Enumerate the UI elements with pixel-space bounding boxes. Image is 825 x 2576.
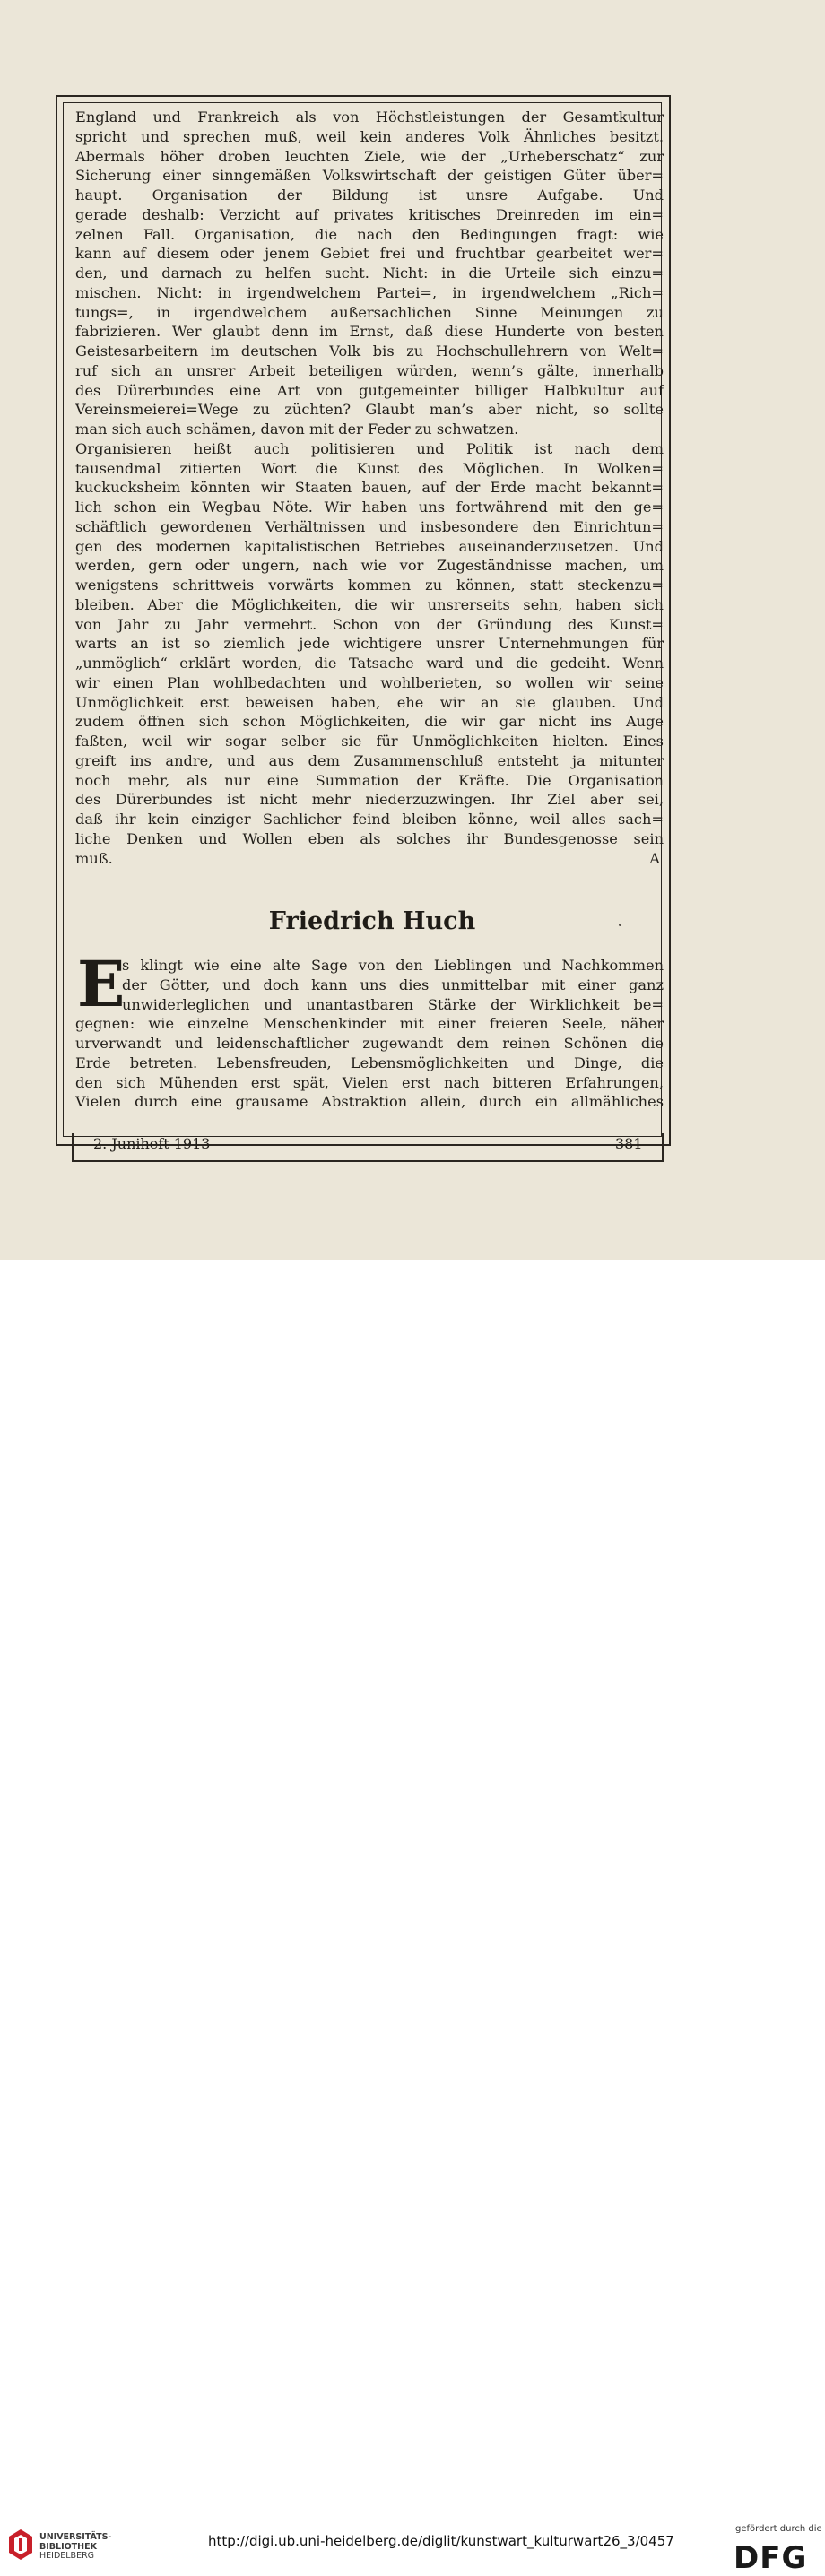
text-line: spricht und sprechen muß, weil kein anderes Volk Ähnliches besitzt. bbox=[75, 127, 664, 145]
text-line: fabrizieren. Wer glaubt denn im Ernst, daß diese Hunderte von besten bbox=[75, 323, 664, 341]
text-line: tausendmal zitierten Wort die Kunst des Möglichen. In Wolken= bbox=[75, 459, 664, 477]
text-line: gegnen: wie einzelne Menschenkinder mit einer freieren Seele, näher bbox=[75, 1015, 664, 1033]
text-line: muß. bbox=[75, 849, 113, 867]
text-line: des Dürerbundes ist nicht mehr niederzuzwingen. Ihr Ziel aber sei, bbox=[75, 791, 664, 809]
text-line: Vereinsmeierei=Wege zu züchten? Glaubt man’s aber nicht, so sollte bbox=[75, 401, 664, 419]
text-line: kuckucksheim könnten wir Staaten bauen, auf der Erde macht bekannt= bbox=[75, 479, 664, 497]
text-line: den, und darnach zu helfen sucht. Nicht: in die Urteile sich einzu= bbox=[75, 265, 664, 282]
dfg-logo: DFG bbox=[734, 2540, 808, 2576]
text-line: werden, gern oder ungern, nach wie vor Zugeständnisse machen, um bbox=[75, 557, 664, 575]
drop-cap: E bbox=[77, 947, 126, 1021]
library-name-line-3: HEIDELBERG bbox=[39, 2551, 95, 2561]
text-line: haupt. Organisation der Bildung ist unsre Aufgabe. Und bbox=[75, 186, 664, 204]
text-line: s klingt wie eine alte Sage von den Lieblingen und Nachkommen bbox=[122, 957, 664, 974]
text-line: man sich auch schämen, davon mit der Feder zu schwatzen. bbox=[75, 421, 519, 438]
text-line: daß ihr kein einziger Sachlicher feind bleiben könne, weil alles sach= bbox=[75, 811, 664, 828]
author-signature: A bbox=[649, 849, 660, 867]
text-line: bleiben. Aber die Möglichkeiten, die wir unsrerseits sehn, haben sich bbox=[75, 595, 664, 613]
article-heading: Friedrich Huch bbox=[268, 907, 476, 935]
text-line: Geistesarbeitern im deutschen Volk bis zu Hochschullehrern von Welt= bbox=[75, 343, 664, 360]
text-line: liche Denken und Wollen eben als solches ihr Bundesgenosse sein bbox=[75, 829, 664, 847]
text-line: „unmöglich“ erklärt worden, die Tatsache ward und die gedeiht. Wenn bbox=[75, 655, 664, 672]
article-body bbox=[75, 108, 664, 868]
text-line: noch mehr, als nur eine Summation der Kräfte. Die Organisation bbox=[75, 771, 664, 789]
text-line: schäftlich gewordenen Verhältnissen und insbesondere den Einrichtun= bbox=[75, 517, 664, 535]
text-line-final bbox=[75, 849, 664, 869]
text-line: urverwandt und leidenschaftlicher zugewandt dem reinen Schönen die bbox=[75, 1035, 664, 1052]
text-line: Unmöglichkeit erst beweisen haben, ehe wir an sie glauben. Und bbox=[75, 693, 664, 711]
funder-label: gefördert durch die bbox=[735, 2524, 822, 2534]
ink-speck bbox=[619, 924, 621, 926]
library-name bbox=[39, 2533, 111, 2562]
text-line: zelnen Fall. Organisation, die nach den Bedingungen fragt: wie bbox=[75, 225, 664, 243]
text-line: Erde betreten. Lebensfreuden, Lebensmöglichkeiten und Dinge, die bbox=[75, 1054, 664, 1071]
text-line: gen des modernen kapitalistischen Betriebes auseinanderzusetzen. Und bbox=[75, 537, 664, 555]
library-name-line-2: BIBLIOTHEK bbox=[39, 2541, 97, 2552]
text-line: greift ins andre, und aus dem Zusammenschluß entsteht ja mitunter bbox=[75, 751, 664, 769]
text-line: Vielen durch eine grausame Abstraktion allein, durch ein allmähliches bbox=[75, 1093, 664, 1111]
text-line: wenigstens schrittweis vorwärts kommen zu können, statt steckenzu= bbox=[75, 577, 664, 594]
scanned-page bbox=[0, 0, 825, 1260]
text-line: kann auf diesem oder jenem Gebiet frei und fruchtbar gearbeitet wer= bbox=[75, 245, 664, 263]
text-line: tungs=, in irgendwelchem außersachlichen Sinne Meinungen zu bbox=[75, 303, 664, 321]
issue-label: 2. Juniheft 1913 bbox=[93, 1135, 211, 1152]
text-line: lich schon ein Wegbau Nöte. Wir haben uns fortwährend mit den ge= bbox=[75, 499, 664, 516]
text-line: Sicherung einer sinngemäßen Volkswirtschaft der geistigen Güter über= bbox=[75, 167, 664, 185]
text-line: den sich Mühenden erst spät, Vielen erst nach bitteren Erfahrungen, bbox=[75, 1073, 664, 1091]
text-line: Abermals höher droben leuchten Ziele, wie der „Urheberschatz“ zur bbox=[75, 147, 664, 165]
page-url-link[interactable]: http://digi.ub.uni-heidelberg.de/diglit/kunstwart_kulturwart26_3/0457 bbox=[208, 2533, 674, 2549]
text-line: unwiderleglichen und unantastbaren Stärke der Wirklichkeit be= bbox=[122, 995, 664, 1013]
text-line: des Dürerbundes eine Art von gutgemeinter billiger Halbkultur auf bbox=[75, 381, 664, 399]
text-line: warts an ist so ziemlich jede wichtigere unsrer Unternehmungen für bbox=[75, 635, 664, 653]
text-line: der Götter, und doch kann uns dies unmittelbar mit einer ganz bbox=[122, 976, 664, 993]
text-line: zudem öffnen sich schon Möglichkeiten, die wir gar nicht ins Auge bbox=[75, 713, 664, 731]
text-line: von Jahr zu Jahr vermehrt. Schon von der Gründung des Kunst= bbox=[75, 615, 664, 633]
text-line: ruf sich an unsrer Arbeit beteiligen würden, wenn’s gälte, innerhalb bbox=[75, 361, 664, 379]
article-intro bbox=[75, 947, 664, 1112]
text-line: wir einen Plan wohlbedachten und wohlberieten, so wollen wir seine bbox=[75, 673, 664, 691]
library-name-line-1: UNIVERSITÄTS- bbox=[39, 2532, 112, 2542]
page-number: 381 bbox=[615, 1135, 643, 1152]
university-library-logo-icon bbox=[9, 2529, 32, 2560]
text-line: gerade deshalb: Verzicht auf privates kritisches Dreinreden im ein= bbox=[75, 205, 664, 223]
text-line: mischen. Nicht: in irgendwelchem Partei=, in irgendwelchem „Rich= bbox=[75, 283, 664, 301]
viewer-bottom-bar bbox=[0, 1260, 825, 2576]
text-line: Organisieren heißt auch politisieren und Politik ist nach dem bbox=[75, 439, 664, 457]
text-line: faßten, weil wir sogar selber sie für Unmöglichkeiten hielten. Eines bbox=[75, 733, 664, 750]
text-line: England und Frankreich als von Höchstleistungen der Gesamtkultur bbox=[75, 108, 664, 126]
